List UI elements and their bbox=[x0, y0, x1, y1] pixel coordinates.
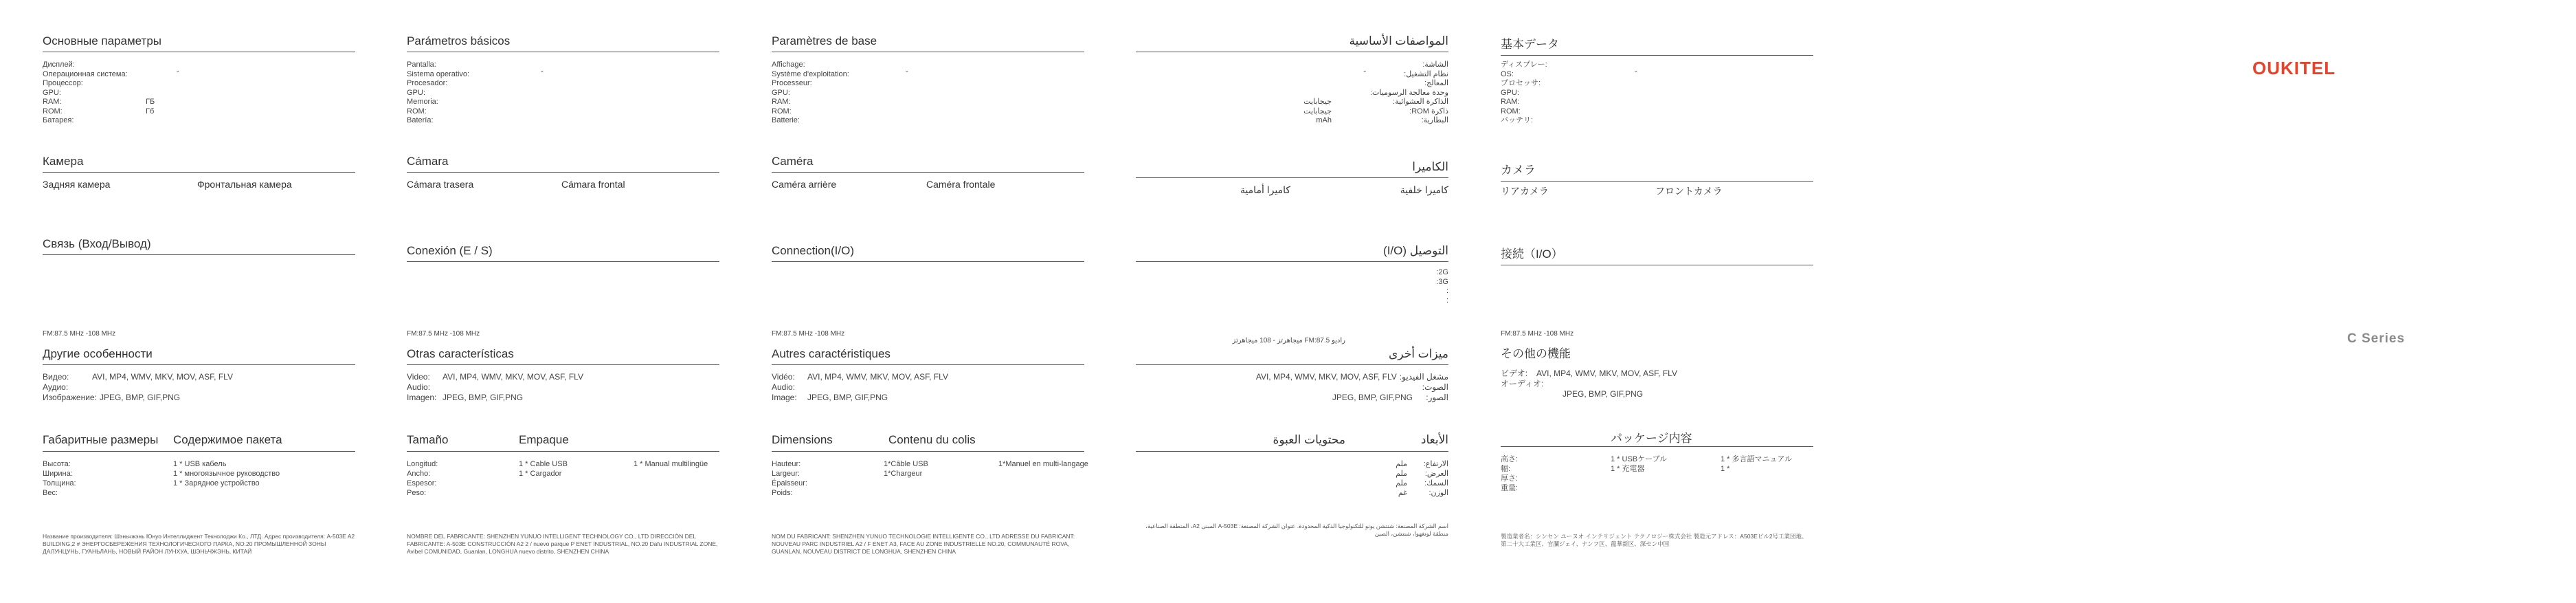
feature-value: JPEG, BMP, GIF,PNG bbox=[1332, 393, 1413, 402]
spec-row bbox=[1501, 69, 1637, 80]
spec-label: プロセッサ: bbox=[1501, 79, 1541, 87]
dimension-row: Longitud: bbox=[407, 460, 438, 468]
divider bbox=[772, 451, 1084, 452]
package-title: Contenu du colis bbox=[888, 433, 976, 446]
dimensions-title: Dimensions bbox=[772, 433, 833, 446]
rear-camera-label: リアカメラ bbox=[1501, 186, 1549, 197]
feature-row bbox=[772, 372, 948, 382]
front-camera-label: フロントカメラ bbox=[1655, 186, 1723, 197]
feature-value: AVI, MP4, WMV, MKV, MOV, ASF, FLV bbox=[1536, 369, 1677, 378]
divider bbox=[407, 451, 719, 452]
feature-row bbox=[772, 382, 948, 393]
spec-value: ˇ bbox=[1635, 69, 1637, 78]
dimension-row: Толщина: bbox=[43, 479, 76, 487]
package-title: Содержимое пакета bbox=[173, 433, 282, 446]
package-item: 1*Câble USB bbox=[884, 460, 928, 468]
feature-label: Vidéo: bbox=[772, 372, 795, 382]
feature-value: AVI, MP4, WMV, MKV, MOV, ASF, FLV bbox=[443, 372, 583, 382]
dimension-row: Épaisseur: bbox=[772, 479, 807, 487]
feature-label: Изображение: bbox=[43, 393, 97, 402]
spec-row bbox=[1501, 61, 1547, 70]
camera-title: الكاميرا bbox=[1136, 160, 1448, 178]
spec-value: mAh bbox=[1316, 116, 1332, 124]
feature-label: Audio: bbox=[772, 382, 796, 392]
other-features-list bbox=[43, 372, 233, 403]
dimensions-package-body bbox=[772, 459, 1088, 507]
package-item: 1 * USB кабель bbox=[173, 460, 227, 468]
dimensions-title: Tamaño bbox=[407, 433, 449, 446]
fm-radio-range: FM:87.5 MHz -108 MHz bbox=[1501, 330, 1574, 338]
spec-row bbox=[1501, 116, 1547, 126]
front-camera-label: Cámara frontal bbox=[561, 179, 625, 190]
package-item: 1 * многоязычное руководство bbox=[173, 470, 280, 478]
spec-row bbox=[43, 69, 179, 80]
package-item: 1 * USBケーブル bbox=[1611, 455, 1668, 463]
dimension-row: Peso: bbox=[407, 489, 427, 497]
basic-params-title: 基本データ bbox=[1501, 34, 1813, 56]
spec-column-arabic bbox=[1136, 31, 1448, 581]
other-features-title: Другие особенности bbox=[43, 347, 355, 365]
spec-row bbox=[1303, 107, 1448, 117]
spec-value: Гб bbox=[146, 107, 155, 116]
rear-camera-label: Cámara trasera bbox=[407, 179, 474, 190]
connectivity-list bbox=[1436, 268, 1448, 305]
dimension-row: Poids: bbox=[772, 489, 793, 497]
dimension-row: Hauteur: bbox=[772, 460, 801, 468]
spec-row bbox=[407, 89, 469, 98]
spec-row bbox=[43, 61, 128, 70]
spec-row bbox=[1501, 107, 1547, 117]
dimensions-package-body bbox=[1501, 454, 1813, 503]
spec-label: ROM: bbox=[1501, 107, 1521, 116]
spec-label: Système d'exploitation: bbox=[772, 69, 849, 78]
spec-label: Batería: bbox=[407, 116, 434, 124]
package-item: 1 * bbox=[1721, 465, 1730, 473]
dimension-row: 幅: bbox=[1501, 465, 1511, 473]
spec-label: Memoria: bbox=[407, 98, 438, 106]
spec-label: ディスプレー: bbox=[1501, 61, 1547, 69]
spec-row bbox=[407, 69, 544, 80]
dimension-unit: ملم bbox=[1396, 460, 1407, 468]
spec-row bbox=[1501, 79, 1547, 89]
feature-row bbox=[1501, 389, 1677, 399]
spec-label: ROM: bbox=[43, 107, 63, 116]
spec-label: OS: bbox=[1501, 69, 1514, 78]
dimension-row: 高さ: bbox=[1501, 455, 1519, 463]
feature-row bbox=[1256, 393, 1448, 403]
spec-label: وحدة معالجة الرسوميات: bbox=[1369, 88, 1448, 97]
feature-value: JPEG, BMP, GIF,PNG bbox=[443, 393, 524, 402]
spec-label: バッテリ: bbox=[1501, 116, 1534, 124]
camera-title: Caméra bbox=[772, 155, 1084, 173]
basic-params-list bbox=[1303, 61, 1448, 126]
spec-value: ГБ bbox=[146, 98, 155, 106]
spec-label: GPU: bbox=[1501, 88, 1519, 97]
spec-row bbox=[1370, 79, 1448, 89]
spec-label: RAM: bbox=[772, 98, 791, 106]
package-title: Empaque bbox=[519, 433, 569, 446]
package-item: 1*Manuel en multi-langage bbox=[998, 460, 1088, 468]
feature-label: Видео: bbox=[43, 372, 69, 382]
feature-label: الصور: bbox=[1426, 393, 1448, 402]
dimension-row: العرض: bbox=[1424, 470, 1448, 478]
dimensions-package-body bbox=[407, 459, 719, 507]
feature-row bbox=[43, 372, 233, 382]
dimensions-package-body bbox=[43, 459, 355, 507]
dimensions-title: الأبعاد bbox=[1420, 433, 1448, 446]
spec-value: ˇ bbox=[177, 69, 179, 78]
fm-radio-range: FM:87.5 MHz -108 MHz bbox=[772, 330, 845, 338]
dimension-row: Largeur: bbox=[772, 470, 800, 478]
spec-label: ROM: bbox=[407, 107, 427, 116]
other-features-title: Otras características bbox=[407, 347, 719, 365]
dimensions-title: Габаритные размеры bbox=[43, 433, 159, 446]
spec-value: ˇ bbox=[541, 69, 544, 78]
spec-label: Processeur: bbox=[772, 79, 812, 87]
spec-value: ˇ bbox=[1363, 69, 1366, 78]
package-item: 1 * Зарядное устройство bbox=[173, 479, 260, 487]
feature-value: JPEG, BMP, GIF,PNG bbox=[807, 393, 888, 402]
feature-label: Image: bbox=[772, 393, 797, 402]
spec-row bbox=[772, 107, 849, 117]
package-item: 1 * Cargador bbox=[519, 470, 562, 478]
feature-value: AVI, MP4, WMV, MKV, MOV, ASF, FLV bbox=[92, 372, 233, 382]
feature-row bbox=[407, 393, 583, 403]
other-features-list bbox=[407, 372, 583, 403]
manufacturer-info: 製造業者名：シンセン ユーヌオ インテリジェント テクノロジー株式会社 製造元アドレス：A503Eビル2号工業団地、第二十大工業区、官瀾ジェイ、ナンフ区、龍華新区、深セン中国 bbox=[1501, 533, 1808, 547]
spec-value: ˇ bbox=[906, 69, 908, 78]
basic-params-title: Paramètres de base bbox=[772, 34, 1084, 52]
spec-row bbox=[1501, 89, 1547, 98]
connectivity-title: Conexión (E / S) bbox=[407, 244, 719, 262]
dimension-row: 厚さ: bbox=[1501, 474, 1519, 483]
front-camera-label: Caméra frontale bbox=[926, 179, 996, 190]
spec-value: جيجابايت bbox=[1303, 98, 1332, 106]
dimension-unit: ملم bbox=[1396, 470, 1407, 478]
fm-radio-range: FM:87.5 MHz -108 MHz bbox=[407, 330, 480, 338]
package-item: 1 * 多言語マニュアル bbox=[1721, 455, 1793, 463]
spec-label: GPU: bbox=[43, 88, 61, 97]
dimension-unit: غم bbox=[1398, 489, 1407, 497]
other-features-title: Autres caractéristiques bbox=[772, 347, 1084, 365]
feature-label: مشغل الفيديو: bbox=[1399, 372, 1448, 382]
spec-column-french bbox=[772, 31, 1088, 581]
spec-row bbox=[1370, 89, 1448, 98]
spec-label: Батарея: bbox=[43, 116, 74, 124]
spec-label: Процессор: bbox=[43, 79, 83, 87]
fm-radio-range: FM:87.5 MHz -108 MHz bbox=[43, 330, 116, 338]
feature-value: AVI, MP4, WMV, MKV, MOV, ASF, FLV bbox=[807, 372, 948, 382]
basic-params-title: Основные параметры bbox=[43, 34, 355, 52]
spec-row bbox=[772, 116, 849, 126]
spec-row bbox=[1316, 116, 1448, 126]
spec-row bbox=[407, 116, 469, 126]
basic-params-list bbox=[43, 61, 179, 126]
manufacturer-info: NOMBRE DEL FABRICANTE: SHENZHEN YUNUO INTELLIGENT TECHNOLOGY CO., LTD DIRECCIÓN DEL FABRICANTE: A-503E CONSTRUCCIÓN A2 2 / nuevo parque P ENET INDUSTRIAL, NO.20 Dafu INDUSTRIAL ZONE, Avibel COMUNIDAD, Guanlan, LONGHUA nuevo distrito, SHENZHEN CHINA bbox=[407, 533, 718, 555]
divider bbox=[1501, 446, 1813, 447]
spec-row bbox=[43, 107, 155, 117]
spec-label: Batterie: bbox=[772, 116, 800, 124]
dimension-row: الارتفاع: bbox=[1423, 460, 1448, 468]
feature-row bbox=[43, 382, 233, 393]
connectivity-row: : bbox=[1446, 287, 1448, 295]
spec-column-russian bbox=[43, 31, 355, 581]
connectivity-row: 3G: bbox=[1436, 277, 1448, 286]
basic-params-title: المواصفات الأساسية bbox=[1136, 34, 1448, 52]
feature-row bbox=[1256, 372, 1448, 382]
spec-column-spanish bbox=[407, 31, 719, 581]
connectivity-title: 接続（I/O） bbox=[1501, 244, 1813, 265]
spec-label: المعالج: bbox=[1424, 79, 1448, 87]
package-item: 1 * 充電器 bbox=[1611, 465, 1645, 473]
spec-row bbox=[772, 89, 849, 98]
camera-title: カメラ bbox=[1501, 160, 1813, 182]
spec-label: الشاشة: bbox=[1422, 61, 1448, 69]
spec-row bbox=[407, 107, 469, 117]
spec-label: البطارية: bbox=[1421, 116, 1448, 124]
manufacturer-info: NOM DU FABRICANT: SHENZHEN YUNUO TECHNOLOGIE INTELLIGENTE CO., LTD ADRESSE DU FABRICANT: NOUVEAU PARC INDUSTRIEL A2 / F ENET A3, FACE AU ZONE INDUSTRIELLE NO.20, COMMUNAUTÉ ROVA, GUANLAN, NOUVEAU DISTRICT DE LONGHUA, SHENZHEN CHINA bbox=[772, 533, 1075, 555]
spec-row bbox=[43, 98, 155, 107]
front-camera-label: كاميرا أمامية bbox=[1240, 184, 1290, 195]
package-item: 1 * Cable USB bbox=[519, 460, 568, 468]
basic-params-list bbox=[407, 61, 544, 126]
feature-value: JPEG, BMP, GIF,PNG bbox=[99, 393, 181, 402]
feature-label: ビデオ: bbox=[1501, 369, 1528, 378]
camera-title: Камера bbox=[43, 155, 355, 173]
dimension-row: الوزن: bbox=[1429, 489, 1448, 497]
spec-label: Procesador: bbox=[407, 79, 448, 87]
feature-label: Audio: bbox=[407, 382, 431, 392]
spec-label: Affichage: bbox=[772, 61, 805, 69]
manufacturer-info: Название производителя: Шэньчжэнь Юнуо Интеллиджент Текнолоджи Ко., ЛТД. Адрес производителя: A-503E A2 BUILDING,2 # ЭНЕРГОСБЕРЕЖЕНИЯ ТЕХНОЛОГИЧЕСКОГО ПАРКА, NO.20 ПРОМЫШЛЕННОЙ ЗОНЫ ДАЛУНЦУНЬ, ГУАНЬЛАНЬ, НОВЫЙ РАЙОН ЛУНХУА, ШЭНЬЧЖЭНЬ, КИТАЙ bbox=[43, 533, 355, 555]
dimension-row: Ширина: bbox=[43, 470, 73, 478]
spec-row bbox=[772, 61, 849, 70]
rear-camera-label: Задняя камера bbox=[43, 179, 111, 190]
spec-label: الذاكرة العشوائية: bbox=[1393, 98, 1448, 106]
spec-row bbox=[43, 89, 128, 98]
feature-label: الصوت: bbox=[1422, 382, 1448, 392]
dimension-row: Ancho: bbox=[407, 470, 431, 478]
rear-camera-label: كاميرا خلفية bbox=[1400, 184, 1448, 195]
spec-label: Pantalla: bbox=[407, 61, 436, 69]
spec-column-japanese bbox=[1501, 31, 1813, 581]
spec-row bbox=[772, 69, 908, 80]
dimension-row: السمك: bbox=[1424, 479, 1448, 487]
package-title: محتويات العبوة bbox=[1273, 433, 1345, 446]
basic-params-list bbox=[1501, 61, 1637, 126]
package-item: 1*Chargeur bbox=[884, 470, 923, 478]
spec-label: RAM: bbox=[43, 98, 62, 106]
spec-value: جيجابايت bbox=[1303, 107, 1332, 116]
basic-params-title: Parámetros básicos bbox=[407, 34, 719, 52]
feature-row bbox=[43, 393, 233, 403]
other-features-title: ميزات أخرى bbox=[1136, 347, 1448, 365]
package-title: パッケージ内容 bbox=[1611, 432, 1692, 445]
rear-camera-label: Caméra arrière bbox=[772, 179, 837, 190]
dimension-row: Высота: bbox=[43, 460, 71, 468]
dimensions-package-body bbox=[1136, 459, 1448, 507]
spec-row bbox=[1303, 98, 1448, 107]
spec-row bbox=[43, 79, 128, 89]
feature-label: オーディオ: bbox=[1501, 379, 1544, 388]
connectivity-row: 2G: bbox=[1436, 268, 1448, 276]
spec-label: نظام التشغيل: bbox=[1404, 69, 1448, 78]
series-label: C Series bbox=[2347, 331, 2406, 346]
spec-row bbox=[772, 79, 849, 89]
feature-label: Video: bbox=[407, 372, 430, 382]
dimension-row: Вес: bbox=[43, 489, 58, 497]
other-features-list bbox=[772, 372, 948, 403]
spec-row bbox=[1501, 98, 1547, 107]
feature-row bbox=[772, 393, 948, 403]
feature-row bbox=[1501, 369, 1677, 379]
divider bbox=[43, 451, 355, 452]
feature-label: Imagen: bbox=[407, 393, 437, 402]
basic-params-list bbox=[772, 61, 908, 126]
connectivity-title: Connection(I/O) bbox=[772, 244, 1084, 262]
spec-label: ROM: bbox=[772, 107, 792, 116]
feature-value: JPEG, BMP, GIF,PNG bbox=[1563, 389, 1644, 399]
other-features-list bbox=[1501, 369, 1677, 399]
spec-label: Операционная система: bbox=[43, 69, 128, 78]
spec-row bbox=[407, 61, 469, 70]
fm-radio-range: راديو FM:87.5 ميجاهرتز - 108 ميجاهرتز bbox=[1232, 337, 1345, 344]
connectivity-row: : bbox=[1446, 296, 1448, 305]
feature-row bbox=[1256, 382, 1448, 393]
spec-row bbox=[407, 98, 469, 107]
spec-label: ذاكرة ROM: bbox=[1409, 107, 1448, 116]
spec-label: Дисплей: bbox=[43, 61, 75, 69]
spec-label: Sistema operativo: bbox=[407, 69, 470, 78]
spec-row bbox=[772, 98, 849, 107]
camera-title: Cámara bbox=[407, 155, 719, 173]
feature-value: AVI, MP4, WMV, MKV, MOV, ASF, FLV bbox=[1255, 372, 1397, 382]
dimension-row: 重量: bbox=[1501, 484, 1519, 492]
spec-row bbox=[1363, 69, 1448, 80]
spec-row bbox=[43, 116, 128, 126]
dimension-row: Espesor: bbox=[407, 479, 437, 487]
package-item: 1 * Manual multilingüe bbox=[634, 460, 708, 468]
spec-row bbox=[1370, 61, 1448, 70]
other-features-list bbox=[1256, 372, 1448, 403]
dimension-unit: ملم bbox=[1396, 479, 1407, 487]
feature-row bbox=[407, 372, 583, 382]
feature-label: Аудио: bbox=[43, 382, 69, 392]
divider bbox=[1136, 451, 1448, 452]
feature-row bbox=[407, 382, 583, 393]
connectivity-title: التوصيل (I/O) bbox=[1136, 244, 1448, 262]
manufacturer-info: اسم الشركة المصنعة: شنتشن يونو للتكنولوجيا الذكية المحدودة. عنوان الشركة المصنعة: A-503E المبنى A2، المنطقة الصناعية، منطقة لونغهوا، شنتشن، الصين bbox=[1145, 523, 1448, 537]
feature-row bbox=[1501, 379, 1677, 389]
spec-row bbox=[407, 79, 469, 89]
spec-label: GPU: bbox=[407, 88, 425, 97]
spec-label: GPU: bbox=[772, 88, 790, 97]
brand-logo: OUKITEL bbox=[2252, 58, 2336, 78]
spec-label: RAM: bbox=[1501, 98, 1520, 106]
other-features-title: その他の機能 bbox=[1501, 347, 1571, 360]
connectivity-title: Связь (Вход/Вывод) bbox=[43, 237, 355, 255]
front-camera-label: Фронтальная камера bbox=[197, 179, 292, 190]
